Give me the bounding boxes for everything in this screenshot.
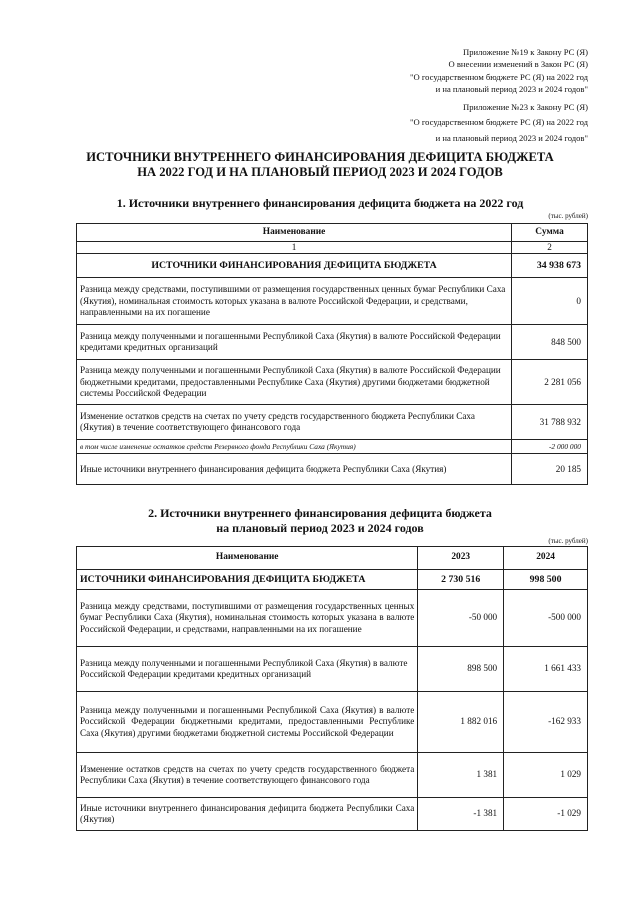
row-name: Разница между полученными и погашенными Республикой Саха (Якутия) в валюте Российской Федерации кредитами кредитных организаций: [77, 325, 512, 360]
row-name: в том числе изменение остатков средств Резервного фонда Республики Саха (Якутия): [77, 440, 512, 454]
table-2022: [76, 223, 588, 485]
row-sum: 2 281 056: [512, 360, 588, 405]
appendix-line: "О государственном бюджете РС (Я) на 2022 год: [409, 117, 588, 128]
row-2024: 1 661 433: [504, 647, 588, 692]
row-2023: -50 000: [418, 590, 504, 647]
document-title: [0, 150, 640, 180]
row-sum: 20 185: [512, 454, 588, 485]
table-row: [77, 405, 588, 440]
total-2024: 998 500: [504, 570, 588, 590]
row-name: Разница между полученными и погашенными Республикой Саха (Якутия) в валюте Российской Федерации бюджетными кредитами, предоставленными Республике Саха (Якутия) другими бюджетами бюджетной системы Российской Федерации: [77, 692, 418, 753]
appendix-line: и на плановый период 2023 и 2024 годов": [435, 132, 588, 143]
col-number-2: 2: [512, 242, 588, 254]
row-2024: -500 000: [504, 590, 588, 647]
table-row: [77, 454, 588, 485]
table-row: [77, 360, 588, 405]
table-header-row: [77, 224, 588, 242]
row-2023: 1 882 016: [418, 692, 504, 753]
table-row: [77, 278, 588, 325]
section-2-title-line-1: 2. Источники внутреннего финансирования дефицита бюджета: [148, 506, 492, 520]
table-row: [77, 590, 588, 647]
row-sum: -2 000 000: [512, 440, 588, 454]
appendix-line: и на плановый период 2023 и 2024 годов": [435, 84, 588, 95]
row-2024: -1 029: [504, 798, 588, 831]
row-sum: 0: [512, 278, 588, 325]
row-sum: 848 500: [512, 325, 588, 360]
row-name: Иные источники внутреннего финансирования дефицита бюджета Республики Саха (Якутия): [77, 798, 418, 831]
row-2023: 1 381: [418, 753, 504, 798]
appendix-line: Приложение №19 к Закону РС (Я): [463, 47, 588, 57]
row-name: Изменение остатков средств на счетах по учету средств государственного бюджета Республики Саха (Якутия) в течение соответствующего финансового года: [77, 753, 418, 798]
column-number-row: [77, 242, 588, 254]
row-name: Изменение остатков средств на счетах по учету средств государственного бюджета Республики Саха (Якутия) в течение соответствующего финансового года: [77, 405, 512, 440]
table-row: [77, 647, 588, 692]
row-name: Разница между средствами, поступившими от размещения государственных ценных бумаг Республики Саха (Якутия), номинальная стоимость которых указана в валюте Российской Федерации, и средствами, направленными на их погашение: [77, 278, 512, 325]
appendix-line: О внесении изменений в Закон РС (Я): [448, 59, 588, 70]
header-sum: Сумма: [512, 224, 588, 242]
row-2023: -1 381: [418, 798, 504, 831]
table-row: [77, 798, 588, 831]
table-row: [77, 753, 588, 798]
units-label-1: (тыс. рублей): [548, 212, 588, 220]
table-row: [77, 325, 588, 360]
appendix-note-19: [410, 46, 588, 96]
table-row: [77, 692, 588, 753]
total-row: [77, 570, 588, 590]
title-line-2: НА 2022 ГОД И НА ПЛАНОВЫЙ ПЕРИОД 2023 И 2024 ГОДОВ: [137, 165, 503, 179]
row-name: Разница между полученными и погашенными Республикой Саха (Якутия) в валюте Российской Федерации кредитами кредитных организаций: [77, 647, 418, 692]
total-row: [77, 254, 588, 278]
table-header-row: [77, 547, 588, 570]
table-row: [77, 440, 588, 454]
appendix-line: Приложение №23 к Закону РС (Я): [463, 102, 588, 112]
section-2-title-line-2: на плановый период 2023 и 2024 годов: [216, 521, 424, 535]
units-label-2: (тыс. рублей): [548, 537, 588, 545]
header-2023: 2023: [418, 547, 504, 570]
row-2024: -162 933: [504, 692, 588, 753]
total-name: ИСТОЧНИКИ ФИНАНСИРОВАНИЯ ДЕФИЦИТА БЮДЖЕТА: [77, 570, 418, 590]
section-1-title: 1. Источники внутреннего финансирования дефицита бюджета на 2022 год: [116, 196, 524, 210]
appendix-note-23: [410, 101, 588, 144]
row-name: Разница между средствами, поступившими от размещения государственных ценных бумаг Республики Саха (Якутия), номинальная стоимость которых указана в валюте Российской Федерации, и средствами, направленными на их погашение: [77, 590, 418, 647]
appendix-line: "О государственном бюджете РС (Я) на 2022 год: [409, 71, 588, 82]
title-line-1: ИСТОЧНИКИ ВНУТРЕННЕГО ФИНАНСИРОВАНИЯ ДЕФИЦИТА БЮДЖЕТА: [86, 150, 554, 164]
header-name: Наименование: [77, 224, 512, 242]
total-sum: 34 938 673: [512, 254, 588, 278]
row-2024: 1 029: [504, 753, 588, 798]
row-name: Разница между полученными и погашенными Республикой Саха (Якутия) в валюте Российской Федерации бюджетными кредитами, предоставленными Республике Саха (Якутия) другими бюджетами бюджетной системы Российской Федерации: [77, 360, 512, 405]
header-2024: 2024: [504, 547, 588, 570]
col-number-1: 1: [77, 242, 512, 254]
row-2023: 898 500: [418, 647, 504, 692]
header-name: Наименование: [77, 547, 418, 570]
table-2023-2024: [76, 546, 588, 831]
section-2-title: [0, 506, 640, 536]
row-name: Иные источники внутреннего финансирования дефицита бюджета Республики Саха (Якутия): [77, 454, 512, 485]
row-sum: 31 788 932: [512, 405, 588, 440]
total-2023: 2 730 516: [418, 570, 504, 590]
total-name: ИСТОЧНИКИ ФИНАНСИРОВАНИЯ ДЕФИЦИТА БЮДЖЕТА: [77, 254, 512, 278]
